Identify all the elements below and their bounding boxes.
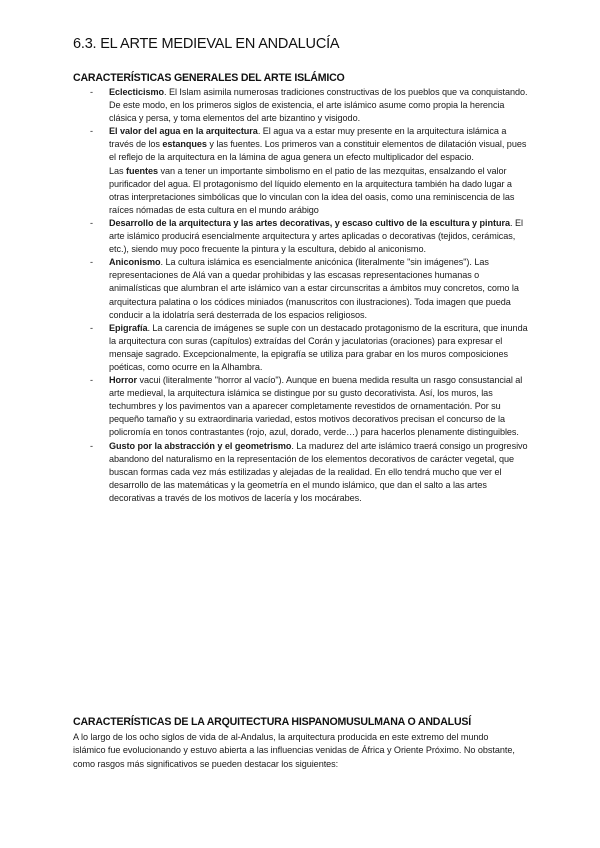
- page-title: 6.3. EL ARTE MEDIEVAL EN ANDALUCÍA: [73, 36, 340, 52]
- list-item: [90, 217, 530, 256]
- intro-paragraph: A lo largo de los ocho siglos de vida de al-Andalus, la arquitectura producida en este extremo del mundo islámico fue evolucionando y estuvo abierta a las influencias venidas de África y Oriente Próximo. No obstante, como rasgos más significativos se pueden destacar los siguientes:: [73, 732, 515, 769]
- text-run: . La cultura islámica es esencialmente anicónica (literalmente "sin imágenes"). Las representaciones de Alá van a quedar prohibidas y las escasas representaciones humanas o animalísticas que alumbran el arte islámico van a estar circunscritas a ámbitos muy concretos, como la arquitectura palatina o los códices miniados (manuscritos con ilustraciones). Toda imagen que pueda conducir a la idolatría será desterrada de los espacios religiosos.: [109, 257, 519, 320]
- bold-term: Epigrafía: [109, 322, 148, 333]
- section-heading-andalusi-architecture: CARACTERÍSTICAS DE LA ARQUITECTURA HISPANOMUSULMANA O ANDALUSÍ: [73, 716, 471, 728]
- section-heading-islamic-art: CARACTERÍSTICAS GENERALES DEL ARTE ISLÁMICO: [73, 72, 345, 84]
- list-item-text: [109, 440, 530, 505]
- characteristics-list: [90, 86, 530, 505]
- list-item-text: [109, 86, 530, 125]
- text-run: . La madurez del arte islámico traerá consigo un progresivo abandono del naturalismo en la representación de los elementos decorativos de carácter vegetal, que buscan formas cada vez más estilizadas y alejadas de la realidad. En ello tendrá mucho que ver el desarrollo de las matemáticas y la geometría en el mundo islámico, que dan el salto a las artes decorativas a través de los motivos de lacería y los mocárabes.: [109, 440, 528, 503]
- bold-term: Desarrollo de la arquitectura y las artes decorativas, y escaso cultivo de la escultura y pintura: [109, 217, 511, 228]
- text-run: Las: [109, 165, 126, 176]
- text-run: . El Islam asimila numerosas tradiciones constructivas de los pueblos que va conquistando. De este modo, en los primeros siglos de existencia, el arte islámico asume como propia la herencia clásica y persa, y toma elementos del arte bizantino y visigodo.: [109, 87, 528, 124]
- bold-term: estanques: [162, 139, 207, 150]
- list-item: [90, 125, 530, 217]
- bullet-dash: -: [90, 440, 93, 451]
- list-item: [90, 374, 530, 439]
- bullet-dash: -: [90, 375, 93, 386]
- bullet-dash: -: [90, 322, 93, 333]
- bold-term: Eclecticismo: [109, 87, 165, 97]
- bold-term: Horror: [109, 375, 137, 386]
- list-item: [90, 322, 530, 374]
- bold-term: Aniconismo: [109, 257, 161, 268]
- list-item-extra-paragraph: [109, 165, 530, 217]
- list-item-text: [109, 374, 530, 439]
- list-item-text: [109, 256, 530, 321]
- text-run: . El agua va a estar muy presente en la arquitectura islámica a través de los: [109, 126, 507, 150]
- list-item-text: [109, 217, 530, 256]
- bullet-dash: -: [90, 126, 93, 137]
- list-item-text: [109, 322, 530, 374]
- text-run: . La carencia de imágenes se suple con un destacado protagonismo de la escritura, que inunda la arquitectura con suras (capítulos) extraídas del Corán y jaculatorias (oraciones) para expresar el mensaje sagrado. Excepcionalmente, la epigrafía se utiliza para grabar en los muros composiciones poéticas, como ocurre en la Alhambra.: [109, 322, 528, 372]
- bold-term: fuentes: [126, 165, 158, 176]
- text-run: vacui (literalmente "horror al vacío"). Aunque en buena medida resulta un rasgo consustancial al arte medieval, la arquitectura islámica se distingue por su gusto decorativista. Así, los muros, las techumbres y los pavimentos van a aparecer completamente revestidos de ornamentación. Por su pequeño tamaño y su extraordinaria variedad, estos motivos decorativos precisan el concurso de la policromía en tonos contrastantes (rojo, azul, dorado, verde…) para hacerlos plenamente distinguibles.: [109, 375, 523, 438]
- bold-term: Gusto por la abstracción y el geometrismo: [109, 440, 292, 451]
- bullet-dash: -: [90, 257, 93, 268]
- text-run: . El arte islámico producirá esencialmente arquitectura y artes aplicadas o decorativas (tejidos, cerámicas, etc.), siendo muy poco frecuente la pintura y la escultura, debido al aniconismo.: [109, 217, 523, 255]
- text-run: van a tener un importante simbolismo en el patio de las mezquitas, ensalzando el valor purificador del agua. El protagonismo del líquido elemento en la arquitectura también ha dado lugar a otras interpretaciones simbólicas que lo vinculan con la idea del oasis, como una reminiscencia de las raíces nómadas de esta cultura en el mundo arábigo: [109, 165, 515, 215]
- bold-term: El valor del agua en la arquitectura: [109, 126, 258, 137]
- list-item: [90, 86, 530, 125]
- bullet-dash: -: [90, 217, 93, 228]
- text-run: y las fuentes. Los primeros van a constituir elementos de dilatación visual, pues el reflejo de la arquitectura en la lámina de agua genera un efecto multiplicador del espacio.: [109, 139, 527, 163]
- list-item: [90, 256, 530, 321]
- list-item-text: [109, 125, 530, 164]
- list-item: [90, 440, 530, 505]
- bullet-dash: -: [90, 87, 93, 97]
